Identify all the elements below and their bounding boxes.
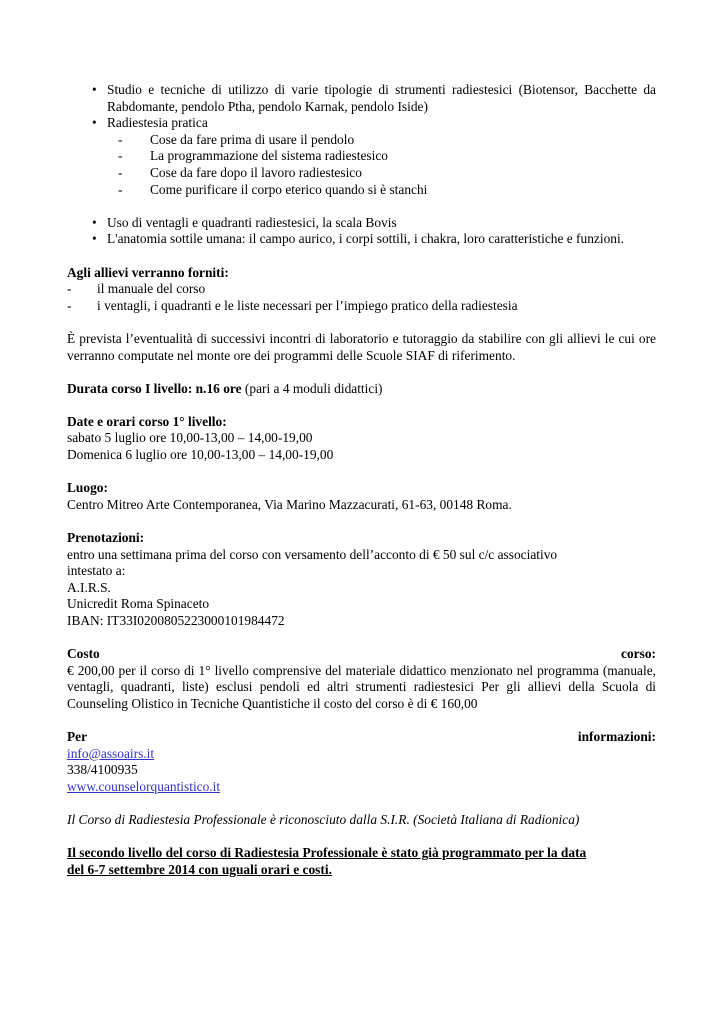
booking-line: intestato a: bbox=[67, 563, 126, 579]
dash-icon: - bbox=[118, 164, 123, 180]
contact-heading-left: Per bbox=[67, 729, 88, 745]
dates-line: sabato 5 luglio ore 10,00-13,00 – 14,00-19,00 bbox=[67, 430, 313, 446]
bullet-icon: • bbox=[92, 82, 97, 97]
spacer bbox=[67, 364, 656, 381]
duration-label: Durata corso I livello: n.16 ore bbox=[67, 380, 242, 396]
list-item-text: Come purificare il corpo eterico quando si è stanchi bbox=[150, 181, 428, 197]
contact-heading-right: informazioni: bbox=[577, 729, 656, 745]
bullet-icon: • bbox=[92, 115, 97, 131]
dash-icon: - bbox=[118, 181, 123, 197]
second-level-notice-line: del 6-7 settembre 2014 con uguali orari e costi. bbox=[67, 861, 332, 877]
list-item-text: Cose da fare dopo il lavoro radiestesico bbox=[150, 164, 362, 180]
list-item-text: i ventagli, i quadranti e le liste necessari per l’impiego pratico della radiestesia bbox=[97, 297, 518, 313]
spacer bbox=[67, 513, 656, 530]
second-level-notice-line: Il secondo livello del corso di Radiestesia Professionale è stato già programmato per la data bbox=[67, 845, 587, 861]
list-item-text: Studio e tecniche di utilizzo di varie tipologie di strumenti radiestesici (Biotensor, Bacchette da Rabdomante, pendolo Ptha, pendolo Karnak, pendolo Iside) bbox=[107, 82, 656, 114]
spacer bbox=[67, 248, 656, 265]
list-item bbox=[67, 148, 656, 165]
spacer bbox=[67, 829, 656, 846]
spacer bbox=[67, 713, 656, 730]
list-item bbox=[67, 182, 656, 199]
booking-bank: Unicredit Roma Spinaceto bbox=[67, 596, 210, 612]
note-paragraph: È prevista l’eventualità di successivi incontri di laboratorio e tutoraggio da stabilire con gli allievi le cui ore verranno computate nel monte ore dei programmi delle Scuole SIAF di riferimento. bbox=[67, 330, 656, 363]
dates-line: Domenica 6 luglio ore 10,00-13,00 – 14,00-19,00 bbox=[67, 447, 334, 463]
list-item-text: La programmazione del sistema radiestesico bbox=[150, 148, 388, 164]
email-link[interactable]: info@assoairs.it bbox=[67, 745, 155, 761]
program-bullet-list bbox=[67, 82, 656, 132]
contact-phone: 338/4100935 bbox=[67, 762, 138, 778]
list-item bbox=[67, 115, 656, 132]
list-item bbox=[67, 298, 656, 315]
document-body bbox=[67, 82, 656, 879]
supplies-heading: Agli allievi verranno forniti: bbox=[67, 264, 229, 280]
dash-icon: - bbox=[67, 281, 72, 297]
list-item bbox=[67, 281, 656, 298]
practice-sub-list bbox=[67, 132, 656, 198]
cost-heading bbox=[67, 646, 656, 663]
list-item-text: Cose da fare prima di usare il pendolo bbox=[150, 131, 355, 147]
list-item bbox=[67, 215, 656, 232]
contact-heading bbox=[67, 729, 656, 746]
contact-website-line bbox=[67, 779, 656, 796]
program-bullet-list-continued bbox=[67, 215, 656, 248]
spacer bbox=[67, 397, 656, 414]
booking-account-holder: A.I.R.S. bbox=[67, 579, 111, 595]
spacer bbox=[67, 198, 656, 215]
spacer bbox=[67, 630, 656, 647]
spacer bbox=[67, 464, 656, 481]
cost-paragraph: € 200,00 per il corso di 1° livello comprensive del materiale didattico menzionato nel programma (manuale, ventagli, quadranti, liste) esclusi pendoli ed altri strumenti radiestesici Per gli allievi della Scuola di Counseling Olistico in Tecniche Quantistiche il costo del corso è di € 160,00 bbox=[67, 662, 656, 711]
dash-icon: - bbox=[67, 297, 72, 313]
contact-email-line bbox=[67, 746, 656, 763]
venue-heading: Luogo: bbox=[67, 480, 108, 496]
dash-icon: - bbox=[118, 148, 123, 164]
supplies-list bbox=[67, 281, 656, 314]
booking-heading: Prenotazioni: bbox=[67, 530, 145, 546]
cost-heading-right: corso: bbox=[621, 646, 656, 662]
bullet-icon: • bbox=[92, 214, 97, 230]
list-item bbox=[67, 165, 656, 182]
duration-detail: (pari a 4 moduli didattici) bbox=[241, 380, 383, 396]
list-item bbox=[67, 82, 656, 115]
bullet-icon: • bbox=[92, 231, 97, 247]
dash-icon: - bbox=[118, 131, 123, 147]
list-item bbox=[67, 132, 656, 149]
booking-line: entro una settimana prima del corso con versamento dell’acconto di € 50 sul c/c associativo bbox=[67, 546, 558, 562]
spacer bbox=[67, 314, 656, 331]
spacer bbox=[67, 796, 656, 813]
cost-heading-left: Costo bbox=[67, 646, 100, 662]
website-link[interactable]: www.counselorquantistico.it bbox=[67, 778, 221, 794]
list-item-text: Radiestesia pratica bbox=[107, 115, 208, 131]
recognition-line: Il Corso di Radiestesia Professionale è riconosciuto dalla S.I.R. (Società Italiana di Radionica) bbox=[67, 812, 580, 828]
list-item-text: il manuale del corso bbox=[97, 281, 206, 297]
booking-iban: IBAN: IT33I0200805223000101984472 bbox=[67, 613, 285, 628]
list-item-text: Uso di ventagli e quadranti radiestesici, la scala Bovis bbox=[107, 214, 397, 230]
list-item-text: L'anatomia sottile umana: il campo aurico, i corpi sottili, i chakra, loro caratteristiche e funzioni. bbox=[107, 231, 625, 247]
duration-line bbox=[67, 381, 656, 398]
dates-heading: Date e orari corso 1° livello: bbox=[67, 413, 227, 429]
venue-address: Centro Mitreo Arte Contemporanea, Via Marino Mazzacurati, 61-63, 00148 Roma. bbox=[67, 496, 512, 512]
list-item bbox=[67, 231, 656, 248]
